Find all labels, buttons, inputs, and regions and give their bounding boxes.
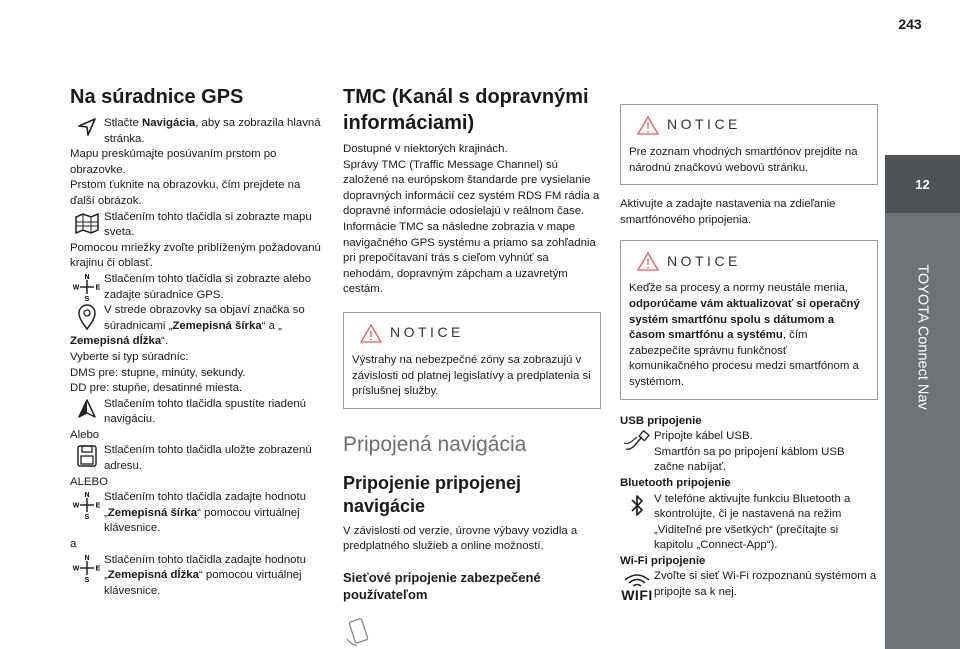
svg-text:S: S (84, 295, 90, 302)
latitude-instruction: N S W E Stlačením tohto tlačidla zadajte hodnotu „Zemepisná šírka“ pomocou virtuálnej klávesnice. (70, 490, 328, 537)
wifi-title: Wi-Fi pripojenie (620, 554, 706, 567)
compass-icon (70, 272, 104, 302)
column-gps (70, 84, 328, 599)
paragraph: Pomocou mriežky zvoľte priblíženým požadovanú krajinu či oblasť. (70, 241, 321, 270)
marker-instruction: V strede obrazovky sa objaví značka so súradnicami „Zemepisná šírka“ a „ (70, 303, 328, 334)
bluetooth-icon (620, 492, 654, 522)
notice-label: NOTICE (667, 116, 741, 133)
paragraph: Vyberte si typ súradníc: (70, 350, 189, 363)
svg-text:S: S (84, 576, 90, 583)
paragraph: a (70, 538, 77, 551)
notice-text: Výstrahy na nebezpečné zóny sa zobrazujú v závislosti od platnej legislatívy a predplatenia si príslušnej služby. (352, 353, 591, 398)
navigation-instruction: Stlačte Navigácia, aby sa zobrazila hlavná stránka. (70, 116, 328, 147)
small-title: Sieťové pripojenie zabezpečené používateľom (343, 569, 541, 602)
warning-icon (631, 251, 665, 271)
smartphone-icon (343, 617, 601, 649)
chapter-number: 12 (885, 155, 960, 213)
start-navigation-instruction: Stlačením tohto tlačidla spustíte riadenú navigáciu. (70, 397, 328, 428)
bluetooth-instruction: V telefóne aktivujte funkciu Bluetooth a skontrolujte, či je nastavená na režim „Viditeľné pre všetkých“ (prečítajte si kapitolu „Connect-App“). (620, 492, 878, 554)
svg-text:E: E (95, 502, 101, 510)
wifi-icon (620, 569, 654, 605)
svg-text:W: W (72, 565, 80, 573)
svg-text:N: N (84, 273, 90, 281)
paragraph: V závislosti od verzie, úrovne výbavy vozidla a predplatného služieb a online možností. (343, 524, 578, 553)
start-navigation-icon (70, 397, 104, 427)
usb-cable-icon (620, 429, 654, 459)
gps-title: Na súradnice GPS (70, 86, 244, 108)
world-map-instruction: Stlačením tohto tlačidla si zobrazte mapu sveta. (70, 210, 328, 241)
paragraph: DD pre: stupňe, desatinné miesta. (70, 382, 243, 395)
compass-icon (70, 553, 104, 583)
notice-box (343, 312, 601, 409)
bluetooth-title: Bluetooth pripojenie (620, 476, 731, 489)
notice-box (620, 104, 878, 185)
paragraph: Prstom ťuknite na obrazovku, čím prejdete na ďalší obrázok. (70, 179, 301, 207)
paragraph: Aktivujte a zadajte nastavenia na zdieľanie smartfónového pripojenia. (620, 198, 836, 226)
navigation-arrow-icon (70, 116, 104, 146)
page-number: 243 (898, 16, 922, 32)
subsection-title: Pripojenie pripojenej navigácie (343, 472, 522, 516)
longitude-instruction: N S W E Stlačením tohto tlačidla zadajte hodnotu „Zemepisná dĺžka“ pomocou virtuálnej klávesnice. (70, 553, 328, 600)
save-address-instruction: Stlačením tohto tlačidla uložte zobrazenú adresu. (70, 443, 328, 474)
svg-text:E: E (95, 565, 101, 573)
section-title: Pripojená navigácia (343, 432, 527, 456)
chapter-title-container (885, 217, 960, 457)
column-tmc (343, 84, 601, 649)
notice-label: NOTICE (390, 324, 464, 341)
paragraph: Zemepisná dĺžka“. (70, 335, 169, 348)
wifi-label: WIFI (621, 587, 653, 604)
paragraph: Správy TMC (Traffic Message Channel) sú založené na európskom štandarde pre vysielanie dopravných informácií cez systém RDS FM rádia a dopravné informácie odosielajú v reálnom čase. (343, 158, 600, 218)
notice-text: Pre zoznam vhodných smartfónov prejdite na národnú značkovú webovú stránku. (629, 146, 858, 174)
svg-text:N: N (84, 492, 90, 500)
wifi-instruction: WIFI Zvoľte si sieť Wi-Fi rozpoznanú systémom a pripojte sa k nej. (621, 570, 877, 604)
paragraph: ALEBO (70, 475, 108, 488)
chapter-side-tab (885, 155, 960, 649)
save-icon (70, 443, 104, 473)
paragraph: Mapu preskúmajte posúvaním prstom po obrazovke. (70, 148, 277, 176)
svg-text:S: S (84, 514, 90, 521)
usb-instruction: Pripojte kábel USB. Smartfón sa po pripojení káblom USB začne nabíjať. (620, 429, 878, 476)
notice-box (620, 240, 878, 399)
world-map-icon (70, 210, 104, 240)
column-connection (620, 104, 878, 605)
paragraph: Informácie TMC sa následne zobrazia v mape navigačného GPS systému a priamo sa zohľadnia pri prepočítavaní trás s cieľom vyhnúť sa nehodám, dopravným zápcham a uzavretým cestám. (343, 220, 596, 296)
notice-label: NOTICE (667, 252, 741, 269)
svg-text:W: W (72, 502, 80, 510)
compass-icon (70, 490, 104, 520)
usb-title: USB pripojenie (620, 414, 702, 427)
warning-icon (631, 115, 665, 135)
map-pin-icon (70, 303, 104, 333)
warning-icon (354, 323, 388, 343)
paragraph: DMS pre: stupne, minúty, sekundy. (70, 366, 246, 379)
chapter-title: TOYOTA Connect Nav (914, 264, 931, 410)
paragraph: Dostupné v niektorých krajinách. (343, 143, 508, 155)
svg-text:N: N (84, 554, 90, 562)
svg-text:W: W (72, 284, 80, 292)
paragraph: Alebo (70, 428, 100, 441)
svg-text:E: E (95, 284, 101, 292)
notice-text: Keďže sa procesy a normy neustále menia, odporúčame vám aktualizovať si operačný systém smartfónu spolu s dátumom a časom smartfónu a systému, čím zabezpečíte správnu funkčnosť komunikačného procesu medzi smartfónom a systémom. (629, 282, 860, 388)
gps-coords-instruction: N S W E Stlačením tohto tlačidla si zobrazte alebo zadajte súradnice GPS. (70, 272, 328, 303)
tmc-title: TMC (Kanál s dopravnými informáciami) (343, 86, 589, 134)
